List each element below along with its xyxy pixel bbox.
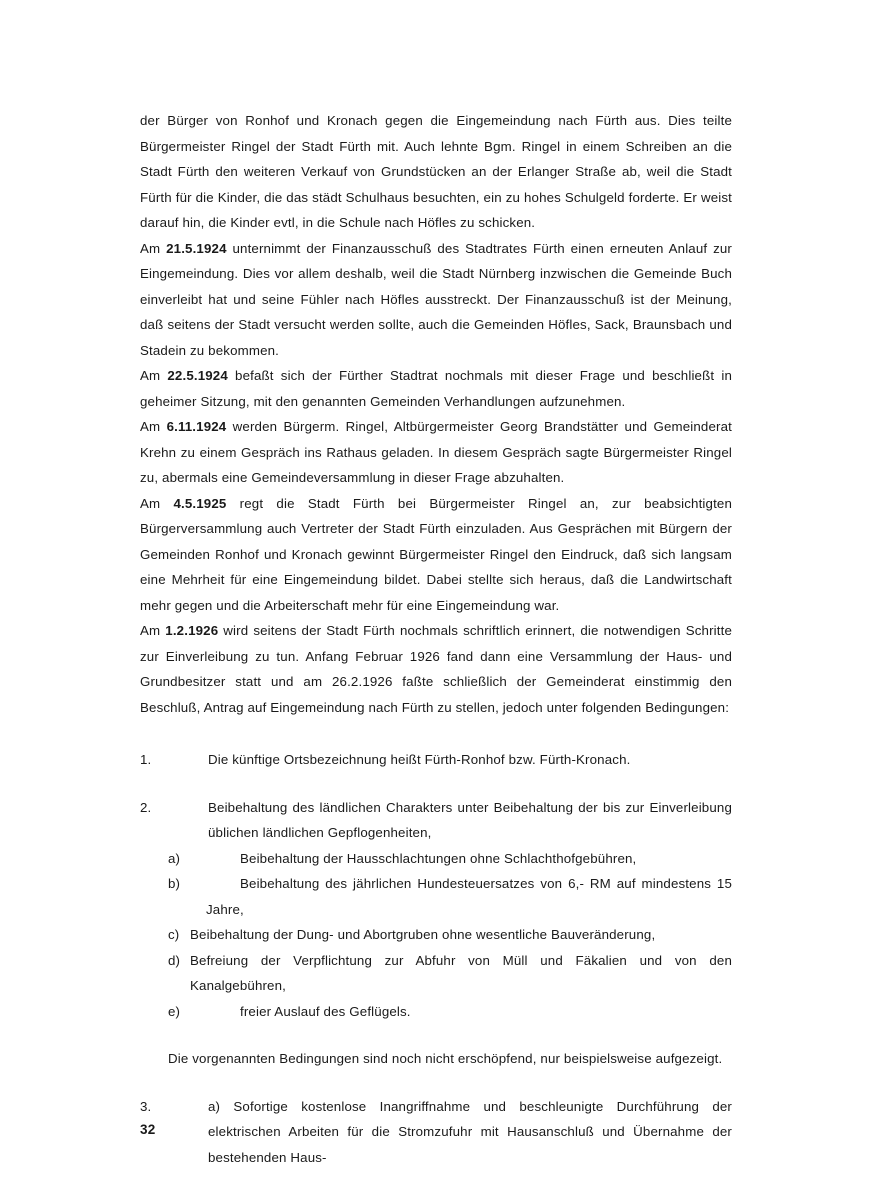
spacer bbox=[140, 1072, 732, 1094]
subitem-b-text bbox=[206, 871, 732, 922]
paragraph-2-prefix: Am bbox=[140, 240, 167, 256]
subitem-d-marker: d) bbox=[168, 952, 181, 968]
condition-2-subitem-c bbox=[168, 922, 732, 948]
condition-item-3 bbox=[140, 1094, 732, 1171]
page-content bbox=[140, 108, 732, 1170]
subitem-e-content: freier Auslauf des Geflügels. bbox=[240, 1003, 411, 1019]
spacer bbox=[140, 1024, 732, 1046]
subitem-c-text: Beibehaltung der Dung- und Abortgruben ohne wesentliche Bauveränderung, bbox=[190, 927, 656, 942]
condition-2-text: Beibehaltung des ländlichen Charakters unter Beibehaltung der bis zur Einverleibung üblichen ländlichen Gepflogenheiten, bbox=[208, 799, 732, 840]
subitem-d-text: Befreiung der Verpflichtung zur Abfuhr von Müll und Fäkalien und von den Kanalgebühren, bbox=[190, 952, 732, 993]
paragraph-3-prefix: Am bbox=[140, 368, 168, 383]
condition-1-text: Die künftige Ortsbezeichnung heißt Fürth-Ronhof bzw. Fürth-Kronach. bbox=[208, 752, 631, 767]
paragraph-3-text: befaßt sich der Fürther Stadtrat nochmals mit dieser Frage und beschließt in geheimer Sitzung, mit den genannten Gemeinden Verhandlungen aufzunehmen. bbox=[140, 368, 732, 409]
condition-2-subitem-d bbox=[168, 948, 732, 999]
condition-2-marker: 2. bbox=[140, 799, 152, 815]
condition-2-subitem-b bbox=[168, 871, 732, 922]
paragraph-6 bbox=[140, 618, 732, 720]
paragraph-5-text: regt die Stadt Fürth bei Bürgermeister Ringel an, zur beabsichtigten Bürgerversammlung auch Vertreter der Stadt Fürth einzuladen. Aus Gesprächen mit Bürgern der Gemeinden Ronhof und Kronach gewinnt Bürgermeister Ringel den Eindruck, daß sich langsam eine Mehrheit für eine Eingemeindung bildet. Dabei stellte sich heraus, daß die Landwirtschaft mehr gegen und die Arbeiterschaft mehr für eine Eingemeindung war. bbox=[140, 495, 733, 613]
subitem-a-marker: a) bbox=[168, 850, 181, 866]
paragraph-2-text: unternimmt der Finanzausschuß des Stadtrates Fürth einen erneuten Anlauf zur Eingemeindung. Dies vor allem deshalb, weil die Stadt Nürnberg inzwischen die Gemeinde Buch einverleibt hat und seine Fühler nach Höfles ausstreckt. Der Finanzausschuß ist der Meinung, daß seitens der Stadt versucht werden sollte, auch die Gemeinden Höfles, Sack, Braunsbach und Stadein zu bekommen. bbox=[140, 240, 733, 358]
paragraph-2 bbox=[140, 236, 732, 364]
condition-3-marker: 3. bbox=[140, 1098, 152, 1114]
paragraph-6-date: 1.2.1926 bbox=[165, 623, 219, 638]
condition-3-text: a) Sofortige kostenlose Inangriffnahme und beschleunigte Durchführung der elektrischen Arbeiten für die Stromzufuhr mit Hausanschluß und Übernahme der bestehenden Haus- bbox=[208, 1098, 732, 1165]
paragraph-5 bbox=[140, 491, 732, 619]
subitem-a-text bbox=[206, 846, 732, 872]
spacer bbox=[140, 720, 732, 747]
paragraph-4 bbox=[140, 414, 732, 491]
paragraph-6-prefix: Am bbox=[140, 623, 166, 638]
subitem-b-content: Beibehaltung des jährlichen Hundesteuersatzes von 6,- RM auf mindestens 15 Jahre, bbox=[206, 876, 732, 917]
paragraph-6-text: wird seitens der Stadt Fürth nochmals schriftlich erinnert, die notwendigen Schritte zur Einverleibung zu tun. Anfang Februar 1926 fand dann eine Versammlung der Haus- und Grundbesitzer statt und am 26.2.1926 faßte schließlich der Gemeinderat einstimmig den Beschluß, Antrag auf Eingemeindung nach Fürth zu stellen, jedoch unter folgenden Bedingungen: bbox=[140, 623, 732, 715]
subitem-a-content: Beibehaltung der Hausschlachtungen ohne Schlachthofgebühren, bbox=[240, 850, 637, 866]
paragraph-5-date: 4.5.1925 bbox=[173, 495, 227, 511]
subitem-c-marker: c) bbox=[168, 927, 180, 942]
spacer bbox=[140, 773, 732, 795]
condition-item-1 bbox=[140, 747, 732, 773]
subitem-e-text bbox=[206, 999, 732, 1025]
paragraph-5-prefix: Am bbox=[140, 495, 174, 511]
paragraph-3-date: 22.5.1924 bbox=[167, 368, 228, 383]
condition-item-2 bbox=[140, 795, 732, 846]
page-number: 32 bbox=[140, 1122, 156, 1137]
condition-2-subitem-a bbox=[168, 846, 732, 872]
paragraph-2-date: 21.5.1924 bbox=[166, 240, 227, 256]
condition-2-subitem-e bbox=[168, 999, 732, 1025]
paragraph-4-date: 6.11.1924 bbox=[166, 419, 227, 434]
paragraph-1-text: der Bürger von Ronhof und Kronach gegen die Eingemeindung nach Fürth aus. Dies teilte Bürgermeister Ringel der Stadt Fürth mit. Auch lehnte Bgm. Ringel in einem Schreiben an die Stadt Fürth den weiteren Verkauf von Grundstücken an der Erlanger Straße ab, weil die Stadt Fürth für die Kinder, die das städt Schulhaus besuchten, ein zu hohes Schulgeld forderte. Er weist darauf hin, die Kinder evtl, in die Schule nach Höfles zu schicken. bbox=[140, 113, 732, 230]
subitem-b-marker: b) bbox=[168, 876, 181, 891]
paragraph-4-text: werden Bürgerm. Ringel, Altbürgermeister Georg Brandstätter und Gemeinderat Krehn zu einem Gespräch ins Rathaus geladen. In diesem Gespräch sagte Bürgermeister Ringel zu, abermals eine Gemeindeversammlung in dieser Frage abzuhalten. bbox=[140, 419, 732, 485]
paragraph-3 bbox=[140, 363, 732, 414]
conditions-note: Die vorgenannten Bedingungen sind noch nicht erschöpfend, nur beispielsweise aufgezeigt. bbox=[168, 1051, 723, 1066]
condition-1-marker: 1. bbox=[140, 752, 152, 767]
paragraph-1 bbox=[140, 108, 732, 236]
subitem-e-marker: e) bbox=[168, 1003, 181, 1019]
paragraph-4-prefix: Am bbox=[140, 419, 167, 434]
